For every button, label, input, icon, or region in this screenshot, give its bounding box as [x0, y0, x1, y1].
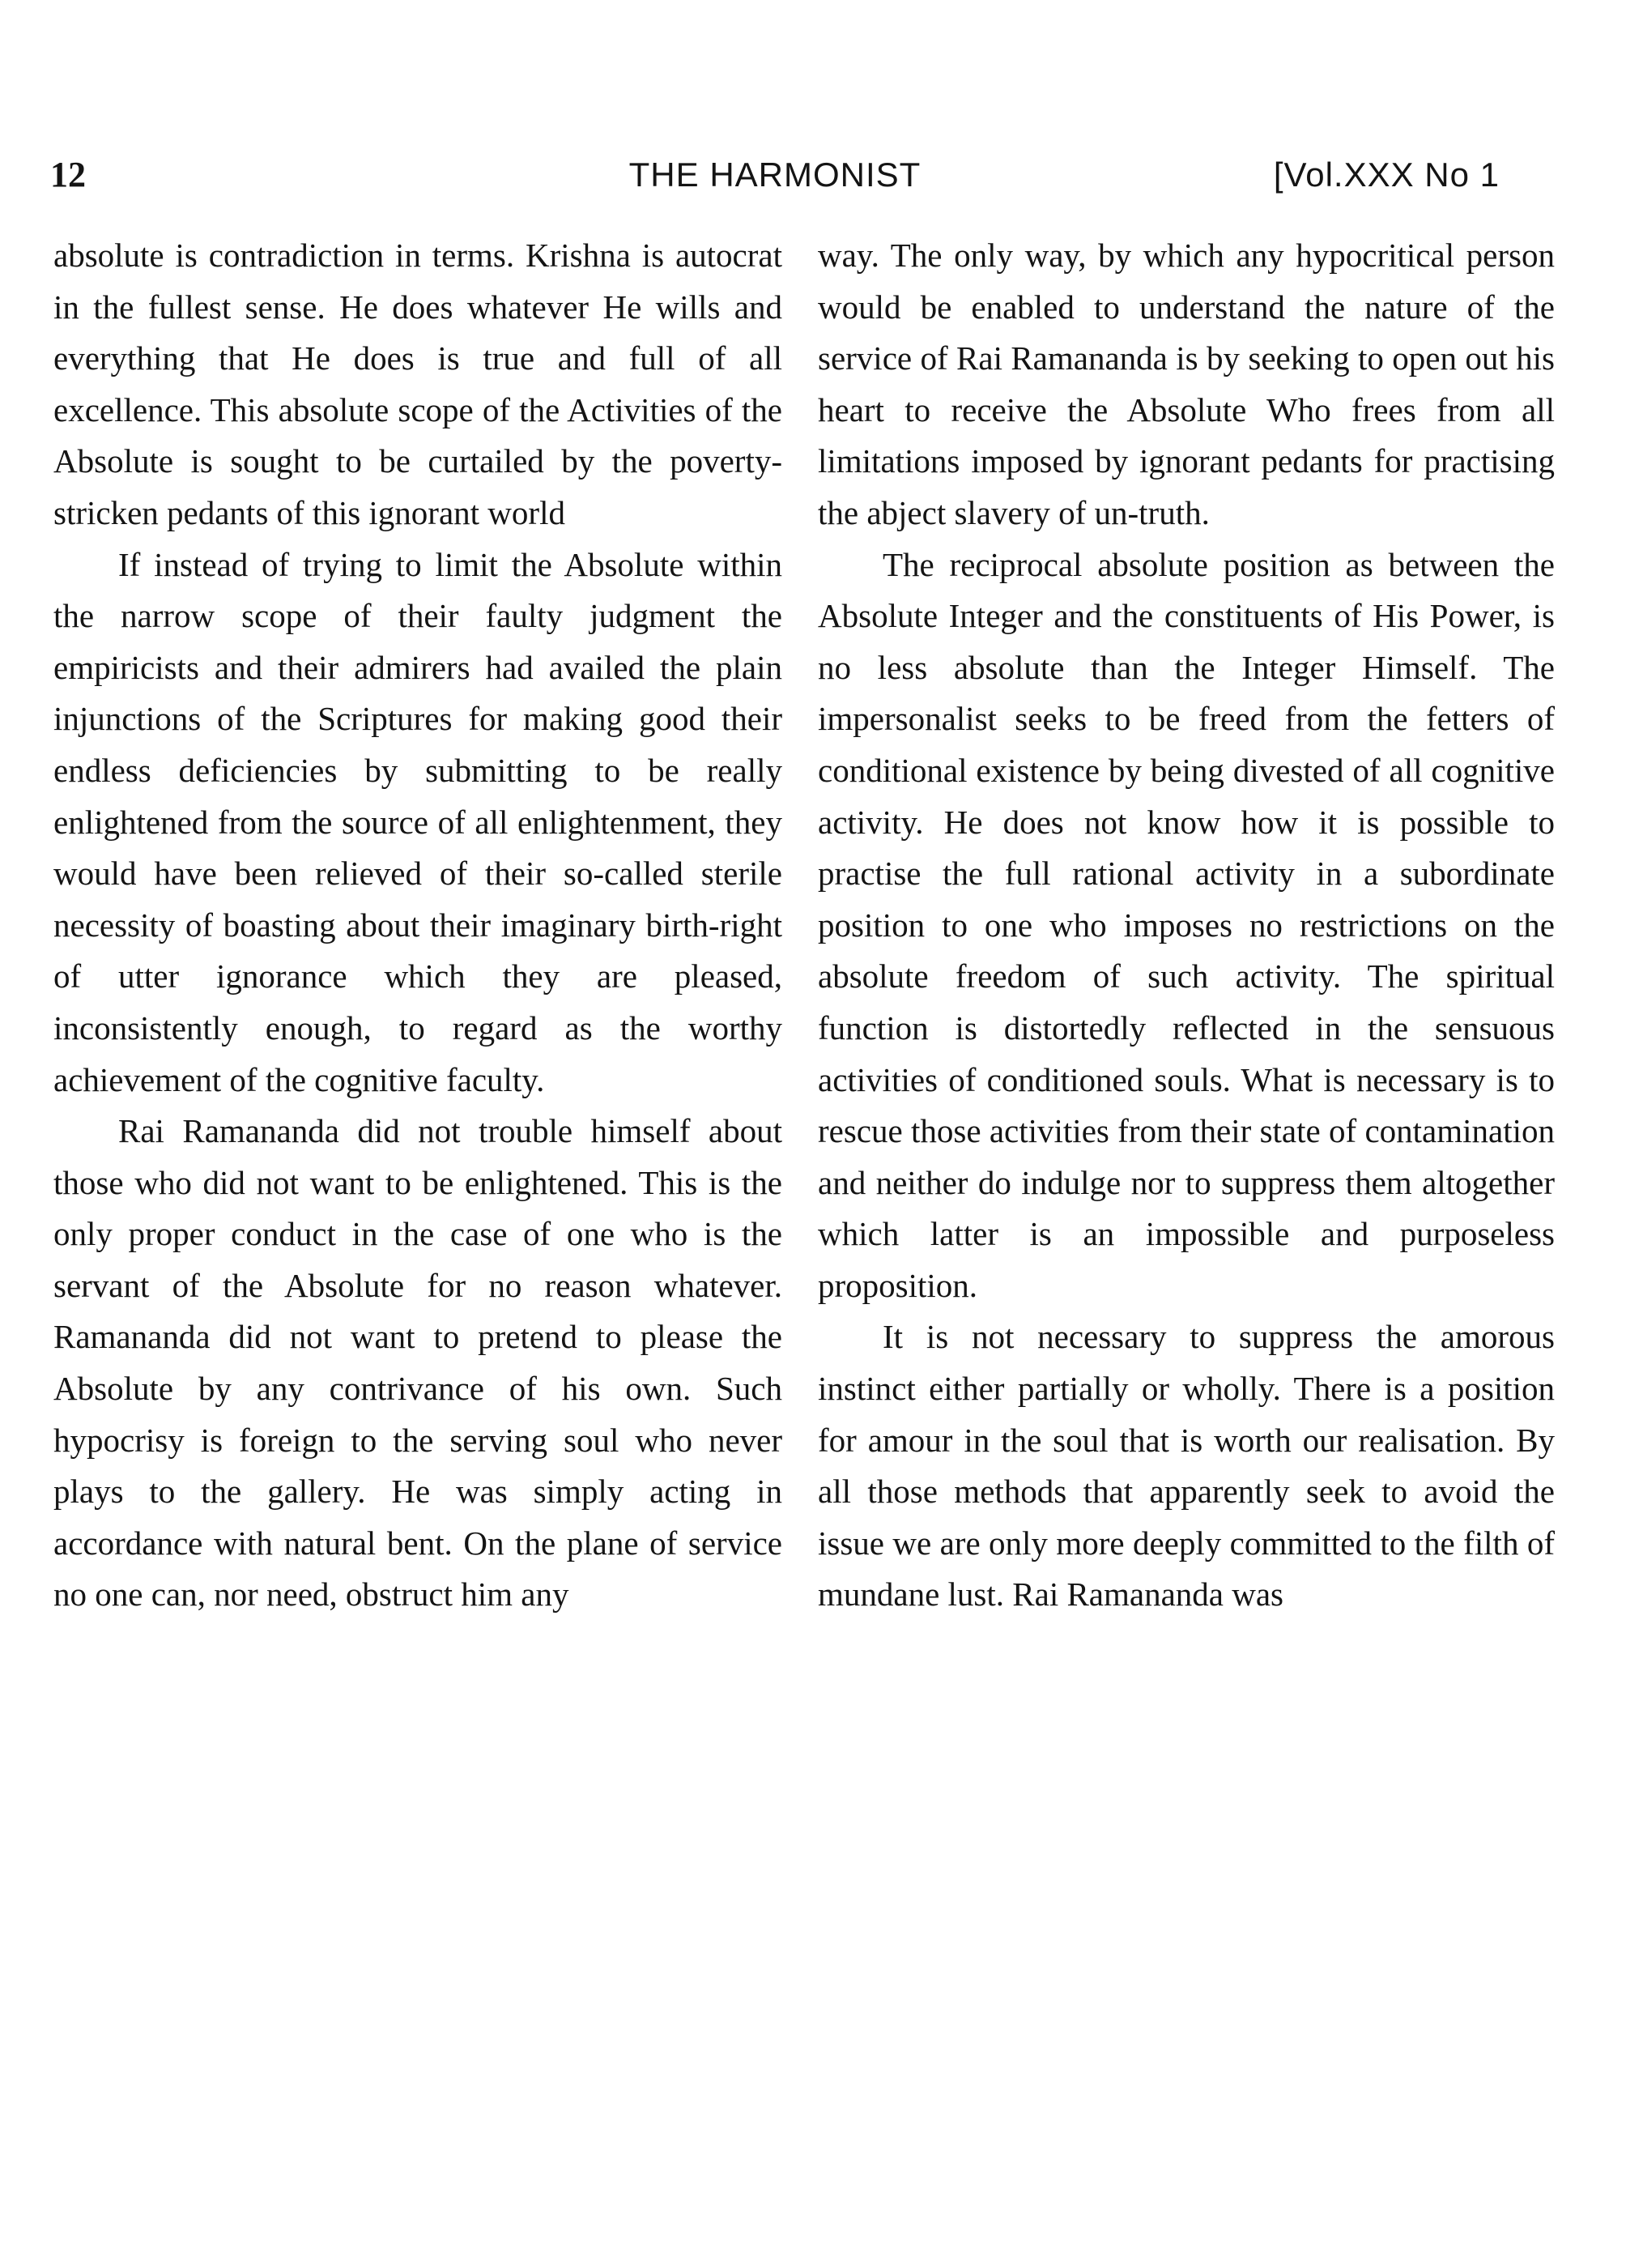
paragraph: absolute is contradiction in terms. Krishna is autocrat in the fullest sense. He does whatever He wills and everything that He does is true and full of all excellence. This absolute scope of the Activities of the Absolute is sought to be curtailed by the poverty-stricken pedants of this ignorant world	[53, 237, 782, 531]
right-column	[818, 230, 1555, 1621]
paragraph: way. The only way, by which any hypocritical person would be enabled to understand the nature of the service of Rai Ramananda is by seeking to open out his heart to receive the Absolute Who frees from all limitations imposed by ignorant pedants for practising the abject slavery of un-truth.	[818, 237, 1555, 531]
running-header	[50, 151, 1500, 199]
left-column	[53, 230, 782, 1621]
journal-title: THE HARMONIST	[628, 156, 922, 194]
paragraph: The reciprocal absolute position as between the Absolute Integer and the constituents of His Power, is no less absolute than the Integer Himself. The impersonalist seeks to be freed from the fetters of conditional existence by being divested of all cognitive activity. He does not know how it is possible to practise the full rational activity in a subordinate position to one who imposes no restrictions on the absolute freedom of such activity. The spiritual function is distortedly reflected in the sensuous activities of conditioned souls. What is necessary is to rescue those activities from their state of contamination and neither do indulge nor to suppress them altogether which latter is an impossible and purposeless proposition.	[818, 545, 1555, 1304]
paragraph: If instead of trying to limit the Absolute within the narrow scope of their faulty judgment the empiricists and their admirers had availed the plain injunctions of the Scriptures for making good their endless deficiencies by submitting to be really enlightened from the source of all enlightenment, they would have been relieved of their so-called sterile necessity of boasting about their imaginary birth-right of utter ignorance which they are pleased, inconsistently enough, to regard as the worthy achievement of the cognitive faculty.	[53, 545, 782, 1098]
paragraph: It is not necessary to suppress the amorous instinct either partially or wholly. There is a position for amour in the soul that is worth our realisation. By all those methods that apparently seek to avoid the issue we are only more deeply committed to the filth of mundane lust. Rai Ramananda was	[818, 1318, 1555, 1614]
paragraph: Rai Ramananda did not trouble himself about those who did not want to be enlightened. This is the only proper conduct in the case of one who is the servant of the Absolute for no reason whatever. Ramananda did not want to pretend to please the Absolute by any contrivance of his own. Such hypocrisy is foreign to the serving soul who never plays to the gallery. He was simply acting in accordance with natural bent. On the plane of service no one can, nor need, obstruct him any	[53, 1112, 782, 1614]
page-number: 12	[50, 155, 86, 194]
volume-label: [Vol.XXX No 1	[1273, 156, 1500, 194]
